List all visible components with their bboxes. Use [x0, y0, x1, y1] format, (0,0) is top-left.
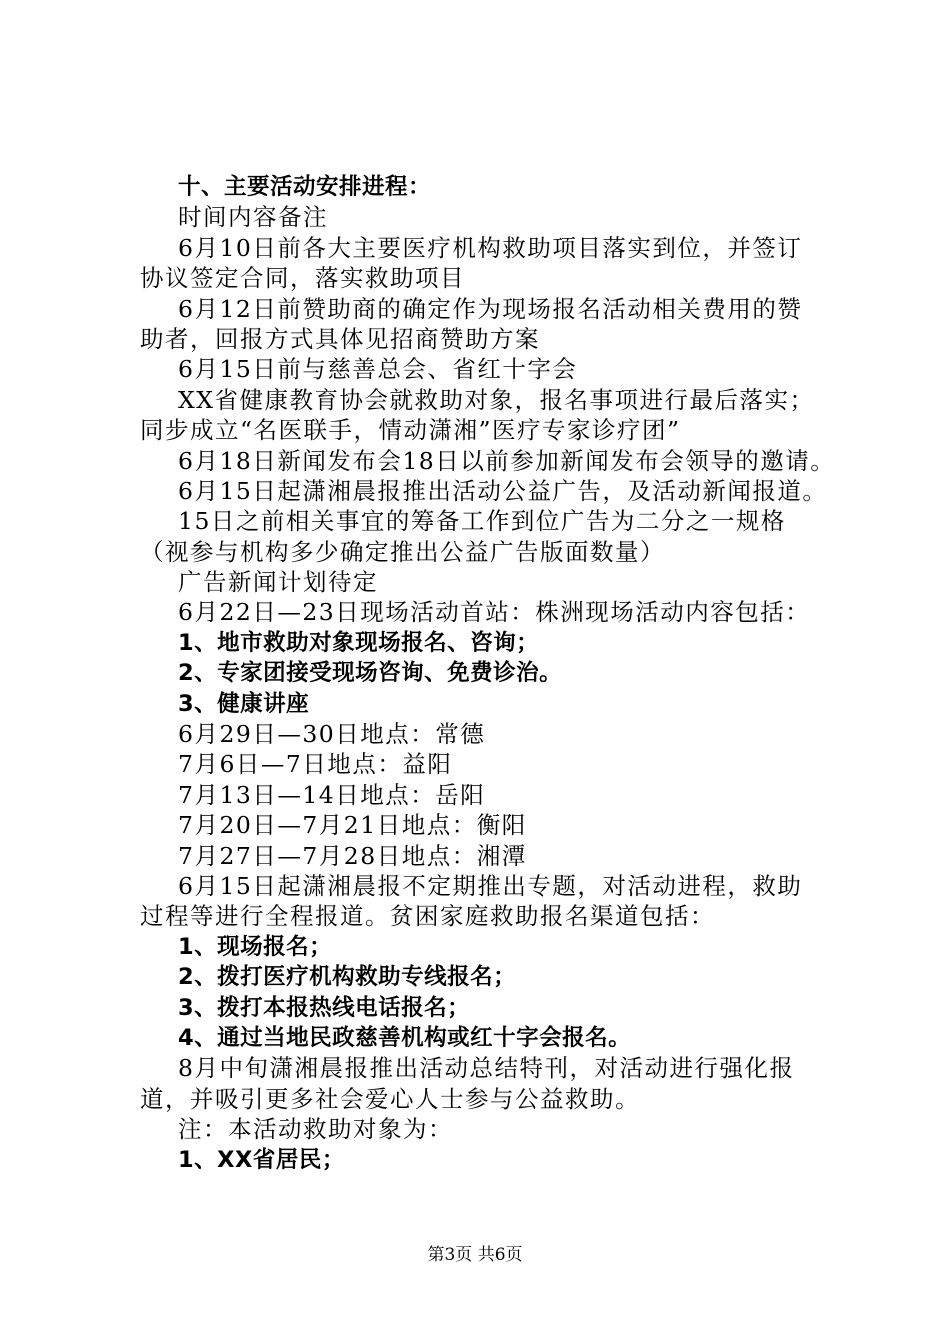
paragraph-line: 6月12日前赞助商的确定作为现场报名活动相关费用的赞 [178, 294, 803, 323]
page-footer: 第3页 共6页 [427, 1245, 523, 1265]
paragraph-line: 助者，回报方式具体见招商赞助方案 [140, 324, 540, 353]
paragraph-line: 7月13日—14日地点：岳阳 [178, 780, 486, 809]
list-item: 2、专家团接受现场咨询、免费诊治。 [178, 660, 563, 687]
paragraph-line: 道，并吸引更多社会爱心人士参与公益救助。 [140, 1084, 640, 1113]
paragraph-line: 6月10日前各大主要医疗机构救助项目落实到位，并签订 [178, 233, 803, 262]
paragraph-line: 6月15日起潇湘晨报不定期推出专题，对活动进程，救助 [178, 871, 803, 900]
paragraph-line: 时间内容备注 [178, 203, 328, 232]
paragraph-line: 7月6日—7日地点：益阳 [178, 750, 453, 779]
list-item: 4、通过当地民政慈善机构或红十字会报名。 [178, 1024, 632, 1051]
paragraph-line: 6月18日新闻发布会18日以前参加新闻发布会领导的邀请。 [178, 446, 836, 475]
paragraph-line: （视参与机构多少确定推出公益广告版面数量） [140, 537, 665, 566]
document-body [140, 172, 840, 1175]
list-item: 1、现场报名； [178, 933, 333, 960]
paragraph-line: XX省健康教育协会就救助对象，报名事项进行最后落实； [178, 385, 815, 414]
paragraph-line: 7月20日—7月21日地点：衡阳 [178, 811, 527, 840]
list-item: 3、拨打本报热线电话报名； [178, 994, 471, 1021]
paragraph-line: 同步成立“名医联手，情动潇湘”医疗专家诊疗团” [140, 416, 681, 445]
list-item: 3、健康讲座 [178, 690, 310, 717]
paragraph-line: 6月29日—30日地点：常德 [178, 720, 486, 749]
paragraph-line: 协议签定合同，落实救助项目 [140, 264, 465, 293]
paragraph-line: 15日之前相关事宜的筹备工作到位广告为二分之一规格 [178, 507, 786, 536]
paragraph-line: 6月22日—23日现场活动首站：株洲现场活动内容包括： [178, 598, 811, 627]
paragraph-line: 6月15日前与慈善总会、省红十字会 [178, 355, 578, 384]
paragraph-line: 7月27日—7月28日地点：湘潭 [178, 841, 527, 870]
paragraph-line: 过程等进行全程报道。贫困家庭救助报名渠道包括： [140, 902, 715, 931]
paragraph-line: 6月15日起潇湘晨报推出活动公益广告，及活动新闻报道。 [178, 476, 828, 505]
paragraph-line: 8月中旬潇湘晨报推出活动总结特刊，对活动进行强化报 [178, 1054, 795, 1083]
section-heading: 十、主要活动安排进程： [178, 174, 432, 200]
list-item: 2、拨打医疗机构救助专线报名； [178, 964, 517, 991]
paragraph-line: 广告新闻计划待定 [178, 568, 378, 597]
list-item: 1、XX省居民； [178, 1146, 345, 1173]
paragraph-line: 注：本活动救助对象为： [178, 1115, 453, 1144]
list-item: 1、地市救助对象现场报名、咨询； [178, 629, 540, 656]
